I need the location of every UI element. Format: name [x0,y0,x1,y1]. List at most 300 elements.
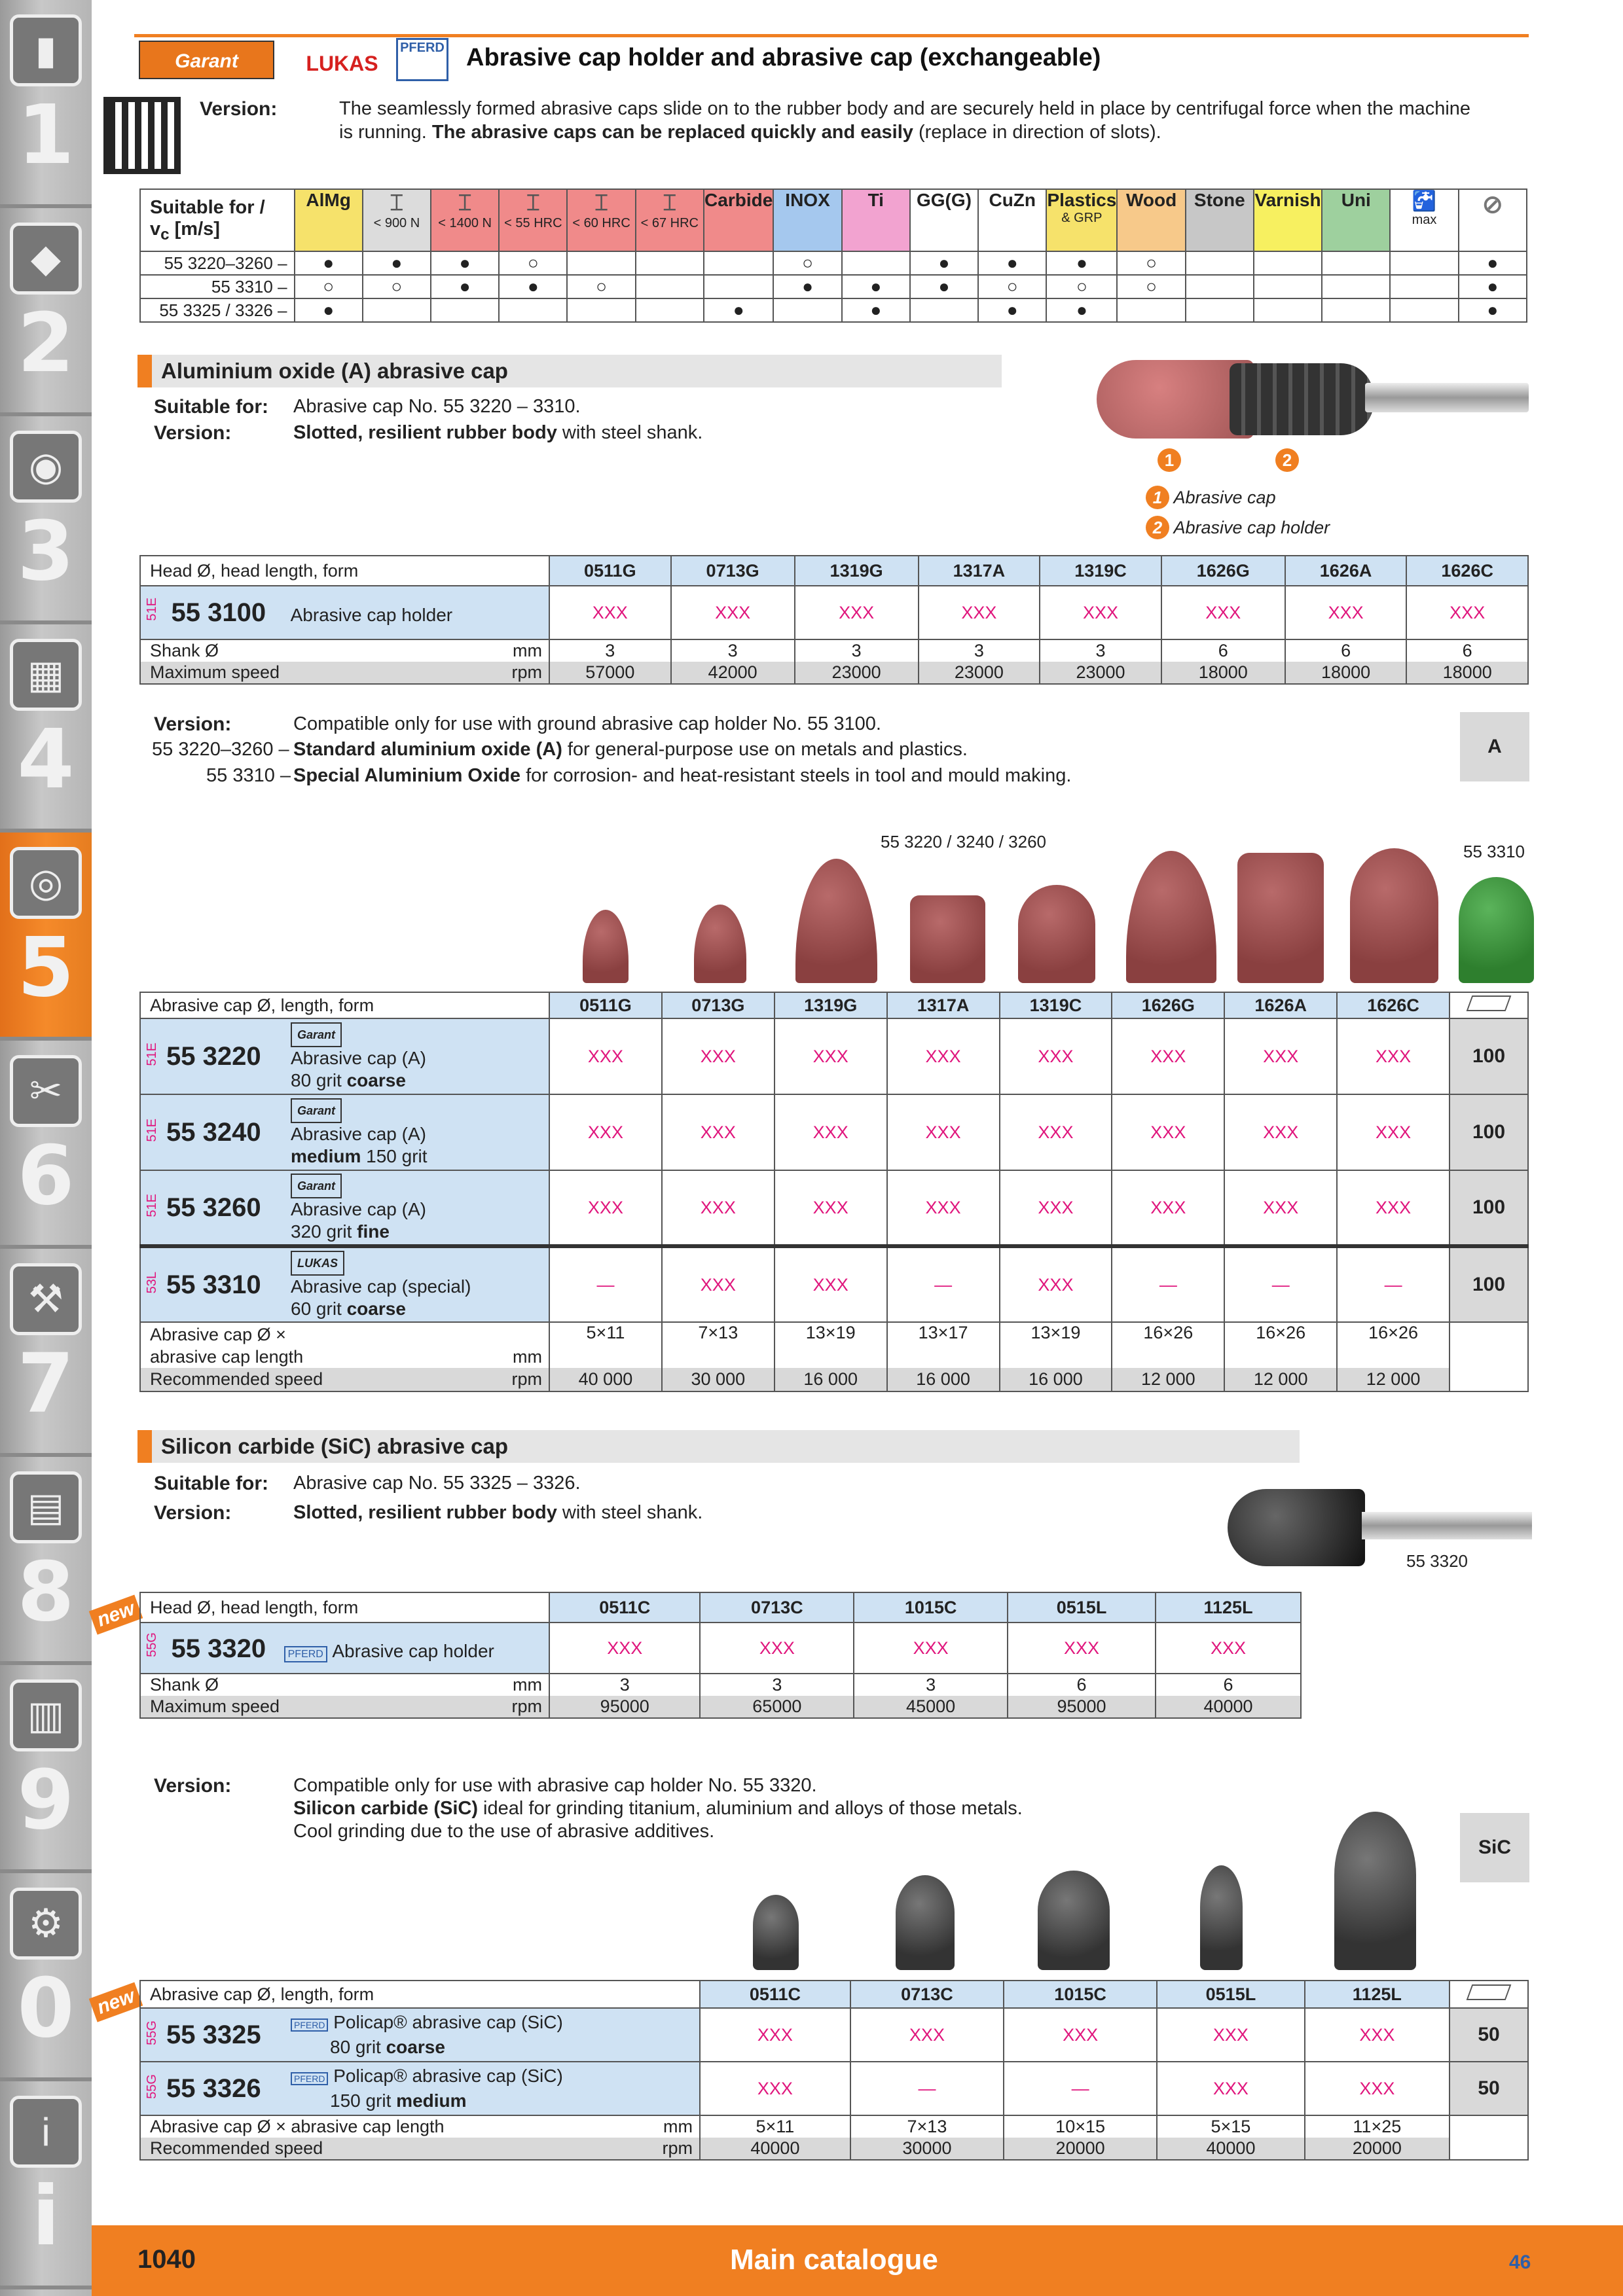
pferd-mini-logo: PFERD [284,1646,327,1662]
sic-v3-rest: ideal for grinding titanium, aluminium and alloys of those metals. [478,1798,1023,1819]
shank-label [140,1674,549,1696]
alox-v4-label: 55 3310 – [206,765,291,786]
pack-qty: 100 [1450,1018,1528,1094]
price-cell: XXX [1337,1170,1450,1246]
suitability-header-row [140,189,1527,251]
steel-beam-icon: ⌶ [458,190,472,215]
material-col-1 [363,189,431,251]
suitability-mark [842,251,910,275]
suitability-mark: ● [431,251,499,275]
material-col-9 [910,189,978,251]
article-number: 55 3320 [171,1634,266,1663]
suitability-mark: ● [910,275,978,298]
holder-col-1626G: 1626G [1161,556,1285,586]
price-cell: XXX [1112,1018,1224,1094]
sic-caps-header [140,1981,1528,2008]
chapter-6-icon: ✂ [10,1055,82,1127]
sidebar-tab-0[interactable] [0,1873,92,2081]
sic-holder-table [139,1592,1302,1719]
qr-code-icon[interactable] [103,97,181,174]
dim-value: 5×11 [549,1322,662,1368]
price-cell: XXX [1337,1094,1450,1170]
price-cell: XXX [1000,1094,1112,1170]
grit-a: 80 grit [330,2037,386,2057]
material-label: Wood [1125,190,1177,210]
material-label: CuZn [989,190,1036,210]
speed-value: 65000 [700,1696,854,1718]
article-number: 55 3100 [171,598,266,627]
pack-qty: 100 [1450,1170,1528,1246]
suitability-mark [704,275,773,298]
material-label: Stone [1194,190,1245,210]
sic-holder-col-0713C: 0713C [700,1592,854,1623]
price-cell: XXX [1406,586,1528,639]
sidebar-tab-5[interactable] [0,833,92,1041]
sic-holder-image [1228,1489,1365,1566]
rec-speed-label [140,2138,700,2160]
speed-row [140,662,1528,684]
shank-value: 6 [1008,1674,1156,1696]
article-desc: Abrasive cap (A) [291,1123,426,1144]
alox-suitable-label: Suitable for: [154,396,269,418]
suitability-mark: ● [1046,251,1117,275]
speed-label [140,662,549,684]
rec-speed-value: 40 000 [549,1368,662,1391]
sic-holder-col-0511C: 0511C [549,1592,700,1623]
sic-grain-badge: SiC [1460,1813,1529,1882]
dim-unit: mm [513,1346,542,1367]
caps-col-1626A: 1626A [1224,992,1337,1018]
chapter-number: i [31,2169,60,2264]
price-cell: XXX [850,2008,1004,2062]
sic-caps-product [140,2008,700,2062]
sidebar-tab-6[interactable] [0,1041,92,1249]
head-2-sub: c [160,225,170,243]
lukas-logo: LUKAS [306,52,378,75]
chapter-number: 6 [17,1128,75,1223]
rec-speed-value: 30000 [850,2138,1004,2160]
rec-speed-text: Recommended speed [150,1369,323,1389]
sic-caps-col-0511C: 0511C [700,1981,850,2008]
dims-label [140,2115,700,2138]
material-label: INOX [785,190,830,210]
alox-v3-text [293,738,968,761]
speed-label-text: Maximum speed [150,1696,280,1716]
suitability-header [140,189,295,251]
brand-logo: Garant [291,1174,342,1198]
legend-holder: 2 Abrasive cap holder [1146,516,1330,539]
sidebar-tab-9[interactable] [0,1665,92,1873]
steel-beam-icon: ⌶ [526,190,540,215]
price-cell: XXX [887,1170,1000,1246]
package-icon [1450,1981,1528,2008]
speed-value: 23000 [795,662,919,684]
material-label: Plastics [1047,190,1117,210]
empty-cell [1450,1322,1528,1368]
caps-col-0713G: 0713G [662,992,775,1018]
suitability-mark [1186,251,1254,275]
cap-1319G-image [795,859,877,983]
suitability-mark: ○ [773,251,841,275]
dim-value: 10×15 [1004,2115,1157,2138]
steel-beam-icon: ⌶ [594,190,608,215]
suitability-mark: ● [499,275,567,298]
suitability-mark [636,275,704,298]
shank-image [1365,383,1529,412]
dim-value: 7×13 [662,1322,775,1368]
chapter-number: 1 [17,88,75,183]
alox-version-rest: with steel shank. [556,422,703,443]
suitability-mark: ● [295,251,363,275]
dim-value: 16×26 [1112,1322,1224,1368]
holder-col-1317A: 1317A [919,556,1040,586]
caps-col-1317A: 1317A [887,992,1000,1018]
sic-holder-col-1125L: 1125L [1156,1592,1301,1623]
alox-suitable-text: Abrasive cap No. 55 3220 – 3310. [293,396,581,417]
price-cell: XXX [1008,1623,1156,1674]
article-number: 55 3325 [166,2020,261,2049]
material-col-6 [704,189,773,251]
grit-a: 60 grit [291,1298,347,1319]
suitability-mark [1254,251,1322,275]
material-col-2 [431,189,499,251]
holder-col-1319C: 1319C [1040,556,1161,586]
chapter-0-icon: ⚙ [10,1888,82,1960]
caps-col-1319G: 1319G [775,992,887,1018]
rec-speed-value: 20000 [1004,2138,1157,2160]
sidebar-tab-3[interactable] [0,416,92,624]
sic-holder-head: Head Ø, head length, form [140,1592,549,1623]
no-coolant-icon: ⊘ [1482,191,1503,219]
price-cell: XXX [854,1623,1008,1674]
sic-dims-row [140,2115,1528,2138]
brand-logo: Garant [291,1022,342,1047]
sic-v2-label: Version: [154,1775,232,1797]
price-cell: XXX [549,1094,662,1170]
material-col-8 [842,189,910,251]
material-col-7 [773,189,841,251]
suitability-mark: ● [978,251,1046,275]
price-cell: XXX [1285,586,1407,639]
shank-value: 6 [1285,639,1407,662]
price-cell: XXX [887,1018,1000,1094]
article-number: 55 3220 [166,1041,261,1071]
shank-value: 3 [549,639,671,662]
sidebar-tab-i[interactable] [0,2081,92,2289]
footer-index: 46 [1509,2251,1531,2273]
shank-value: 6 [1406,639,1528,662]
dim-value: 13×17 [887,1322,1000,1368]
holder-col-1626A: 1626A [1285,556,1407,586]
article-desc: Policap® abrasive cap (SiC) [333,2012,563,2032]
material-col-11 [1046,189,1117,251]
price-cell: XXX [1000,1170,1112,1246]
suitability-mark: ● [1459,251,1527,275]
article-number: 55 3260 [166,1193,261,1222]
alox-version-label: Version: [154,422,232,444]
material-col-16 [1390,189,1458,251]
shank-value: 3 [700,1674,854,1696]
dim-value: 5×15 [1157,2115,1305,2138]
speed-value: 95000 [549,1696,700,1718]
side-code: 55G [145,1632,159,1657]
sic-version-bold: Slotted, resilient rubber body [293,1502,557,1523]
page-number: 1040 [137,2245,196,2274]
alox-caps-table [139,992,1529,1392]
caps-col-1626C: 1626C [1337,992,1450,1018]
grit-line [291,2090,563,2112]
holder-col-0511G: 0511G [549,556,671,586]
pferd-logo: PFERD [396,38,448,81]
price-cell: XXX [549,1623,700,1674]
header-rule [134,34,1529,37]
cap-1626A-image [1237,853,1324,983]
shank-value: 3 [795,639,919,662]
article-desc: Abrasive cap (special) [291,1276,471,1297]
material-sublabel: < 900 N [373,216,420,230]
grit-line [291,1069,426,1092]
alox-v3-rest: for general-purpose use on metals and plastics. [562,739,968,760]
side-code: 51E [145,1193,159,1217]
rec-speed-unit: rpm [662,2138,693,2158]
chapter-4-icon: ▦ [10,639,82,711]
sidebar-tab-4[interactable] [0,624,92,833]
chapter-number: 2 [17,296,75,391]
chapter-1-icon: ▮ [10,14,82,86]
chapter-5-icon: ◎ [10,847,82,919]
grit-c: 150 grit [361,1145,428,1166]
suitability-mark: ● [978,298,1046,322]
package-icon [1450,992,1528,1018]
empty-cell [1450,2138,1528,2160]
rec-speed-row [140,1368,1528,1391]
material-label: AlMg [306,190,351,210]
dim-value: 11×25 [1305,2115,1450,2138]
marker-2-icon: 2 [1275,448,1299,472]
price-cell: XXX [662,1094,775,1170]
sic-caps-head: Abrasive cap Ø, length, form [140,1981,700,2008]
empty-cell [1450,2115,1528,2138]
legend-cap: 1 Abrasive cap [1146,486,1276,509]
rec-speed-value: 12 000 [1224,1368,1337,1391]
grit-line [291,1145,428,1168]
shank-value: 3 [549,1674,700,1696]
suitability-mark: ○ [295,275,363,298]
sic-holder-header [140,1592,1301,1623]
suitability-mark: ● [363,251,431,275]
suitability-table [139,188,1527,323]
material-col-14 [1254,189,1322,251]
page-footer [92,2225,1623,2296]
article-desc: Abrasive cap (A) [291,1198,426,1219]
suitability-row-label: 55 3310 – [140,275,295,298]
pack-qty: 50 [1450,2008,1528,2062]
sic-cap-1125L-image [1334,1812,1416,1970]
price-cell: XXX [700,2062,850,2115]
suitability-mark [704,251,773,275]
suitability-mark: ● [842,298,910,322]
pack-qty: 50 [1450,2062,1528,2115]
price-cell: — [1224,1246,1337,1322]
price-cell: XXX [549,1170,662,1246]
sidebar-tab-2[interactable] [0,208,92,416]
sidebar-tab-7[interactable] [0,1249,92,1457]
sic-caps-col-1015C: 1015C [1004,1981,1157,2008]
sidebar-tab-1[interactable] [0,0,92,208]
price-cell: XXX [887,1094,1000,1170]
head-1: Suitable for / [150,196,265,218]
suitability-mark [773,298,841,322]
caps-product [140,1246,549,1322]
price-cell: XXX [775,1170,887,1246]
price-cell: XXX [1112,1170,1224,1246]
shank-value: 3 [919,639,1040,662]
article-desc: Abrasive cap holder [332,1640,494,1661]
suitability-row [140,298,1527,322]
price-cell: XXX [1224,1018,1337,1094]
alox-version-text [293,421,702,444]
sic-suitable-text: Abrasive cap No. 55 3325 – 3326. [293,1473,581,1494]
dim-label-1: Abrasive cap Ø × [150,1324,286,1344]
caps-product [140,1170,549,1246]
coolant-tap-icon: 🚰 [1412,190,1437,212]
shank-value: 3 [854,1674,1008,1696]
grit-b: fine [357,1221,390,1242]
price-cell: XXX [1305,2062,1450,2115]
sic-section-title: Silicon carbide (SiC) abrasive cap [137,1430,1300,1463]
price-cell: XXX [671,586,795,639]
price-cell: XXX [662,1246,775,1322]
chapter-2-icon: ◆ [10,223,82,295]
price-cell: XXX [1157,2008,1305,2062]
alox-v2-label: Version: [154,713,232,735]
side-code: 55G [145,2073,159,2099]
caps-head-label: Abrasive cap Ø, length, form [140,992,549,1018]
rec-speed-value: 20000 [1305,2138,1450,2160]
price-cell: XXX [1224,1094,1337,1170]
sic-caps-col-0713C: 0713C [850,1981,1004,2008]
legend-holder-label: Abrasive cap holder [1173,518,1330,537]
caps-header-row [140,992,1528,1018]
speed-value: 95000 [1008,1696,1156,1718]
sic-v3-bold: Silicon carbide (SiC) [293,1798,478,1819]
holder-header-row [140,556,1528,586]
price-cell: XXX [1040,586,1161,639]
suitability-mark: ● [1459,275,1527,298]
alox-v3-label: 55 3220–3260 – [152,739,289,760]
suitability-mark: ● [773,275,841,298]
price-cell: XXX [1004,2008,1157,2062]
intro-text [339,97,1531,144]
suitability-mark: ○ [1117,251,1185,275]
price-cell: — [549,1246,662,1322]
catalogue-name: Main catalogue [730,2244,938,2276]
legend-cap-label: Abrasive cap [1173,488,1276,507]
grit-b: medium [291,1145,361,1166]
pack-qty: 100 [1450,1094,1528,1170]
caps-row-553260 [140,1170,1528,1246]
material-col-17 [1459,189,1527,251]
suitability-mark [363,298,431,322]
chapter-number: 5 [17,920,75,1015]
rec-speed-value: 12 000 [1337,1368,1450,1391]
suitability-mark [1322,275,1390,298]
material-label: GG(G) [917,190,972,210]
suitability-mark [636,298,704,322]
marker-1-icon: 1 [1158,448,1181,472]
sic-v4-text: Cool grinding due to the use of abrasive additives. [293,1821,715,1842]
head-2-rest: [m/s] [169,218,220,240]
price-cell: — [1112,1246,1224,1322]
alox-v2-text: Compatible only for use with ground abrasive cap holder No. 55 3100. [293,713,881,734]
suitability-mark: ○ [363,275,431,298]
suitability-mark: ● [842,275,910,298]
caps-image-label-3310: 55 3310 [1463,842,1525,861]
suitability-row [140,251,1527,275]
sic-speed-row [140,1696,1301,1718]
speed-label [140,1696,549,1718]
suitability-row-label: 55 3220–3260 – [140,251,295,275]
sic-shank-row [140,1674,1301,1696]
brand-logo: LUKAS [291,1251,344,1276]
suitability-mark: ○ [1046,275,1117,298]
speed-value: 18000 [1161,662,1285,684]
sidebar-tab-8[interactable] [0,1457,92,1665]
sic-rec-speed-row [140,2138,1528,2160]
chapter-sidebar [0,0,92,2296]
grit-a: 320 grit [291,1221,357,1242]
article-number: 55 3310 [166,1270,261,1299]
intro-line-2a: is running. [339,122,432,143]
sic-suitable-label: Suitable for: [154,1473,269,1494]
price-cell: — [887,1246,1000,1322]
sic-v3-text [293,1797,1023,1820]
suitability-mark [910,298,978,322]
shank-label-text: Shank Ø [150,641,219,660]
suitability-mark [1390,251,1458,275]
shank-unit: mm [513,641,542,660]
empty-cell [1450,1368,1528,1391]
intro-line-2b: The abrasive caps can be replaced quickly and easily [431,122,913,143]
new-badge: new [89,1594,143,1634]
sic-holder-col-0515L: 0515L [1008,1592,1156,1623]
suitability-mark [1322,251,1390,275]
chapter-9-icon: ▥ [10,1679,82,1751]
price-cell: — [1337,1246,1450,1322]
price-cell: XXX [919,586,1040,639]
price-cell: — [1004,2062,1157,2115]
sic-caps-product [140,2062,700,2115]
speed-value: 40000 [1156,1696,1301,1718]
suitability-mark [1322,298,1390,322]
chapter-number: 4 [17,712,75,807]
caps-product [140,1094,549,1170]
shank-value: 6 [1161,639,1285,662]
steel-beam-icon: ⌶ [663,190,677,215]
grit-b: coarse [386,2037,445,2057]
speed-value: 57000 [549,662,671,684]
suitability-mark: ○ [1117,275,1185,298]
price-cell: XXX [700,2008,850,2062]
suitability-mark [1186,298,1254,322]
speed-value: 42000 [671,662,795,684]
garant-logo: Garant [139,41,274,79]
rec-speed-text: Recommended speed [150,2138,323,2158]
chapter-8-icon: ▤ [10,1471,82,1543]
material-sublabel: max [1412,213,1437,227]
speed-value: 18000 [1406,662,1528,684]
caps-image-label: 55 3220 / 3240 / 3260 [881,832,1047,852]
